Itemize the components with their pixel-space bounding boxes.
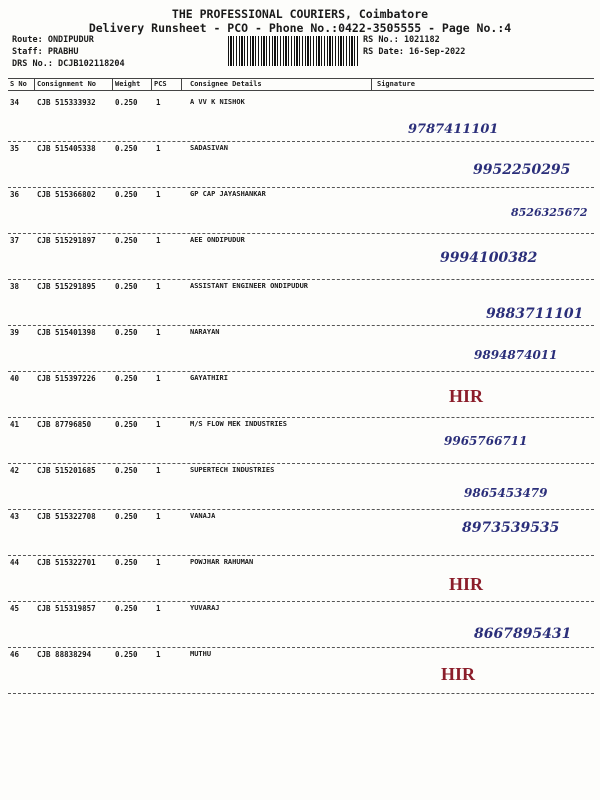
table-header	[8, 78, 594, 90]
row-sno: 39	[10, 328, 20, 337]
row-divider	[8, 693, 594, 694]
row-signature: 9965766711	[444, 434, 528, 448]
row-signature: 9865453479	[464, 486, 548, 500]
row-weight: 0.250	[115, 144, 138, 153]
table-row	[8, 372, 594, 418]
drs-number: DRS No.: DCJB102118204	[12, 59, 125, 69]
row-consignee: SUPERTECH INDUSTRIES	[190, 466, 275, 474]
row-consignment-no: CJB 515397226	[37, 374, 96, 383]
table-row	[8, 556, 594, 602]
row-signature: 9883711101	[486, 306, 584, 322]
row-signature: 9994100382	[440, 250, 538, 266]
row-weight: 0.250	[115, 374, 138, 383]
row-sno: 34	[10, 98, 20, 107]
row-sno: 38	[10, 282, 20, 291]
row-pcs: 1	[156, 236, 161, 245]
row-consignment-no: CJB 515405338	[37, 144, 96, 153]
header-weight: Weight	[115, 80, 141, 88]
col-divider	[151, 78, 152, 90]
row-weight: 0.250	[115, 650, 138, 659]
row-weight: 0.250	[115, 420, 138, 429]
table-row	[8, 96, 594, 142]
table-row	[8, 188, 594, 234]
row-weight: 0.250	[115, 328, 138, 337]
row-sno: 46	[10, 650, 20, 659]
row-consignee: NARAYAN	[190, 328, 220, 336]
row-pcs: 1	[156, 558, 161, 567]
row-sno: 41	[10, 420, 20, 429]
row-consignment-no: CJB 515401398	[37, 328, 96, 337]
row-weight: 0.250	[115, 558, 138, 567]
row-consignment-no: CJB 515366802	[37, 190, 96, 199]
row-pcs: 1	[156, 512, 161, 521]
row-pcs: 1	[156, 374, 161, 383]
row-consignee: MUTHU	[190, 650, 212, 658]
row-weight: 0.250	[115, 512, 138, 521]
rs-date: RS Date: 16-Sep-2022	[363, 47, 466, 57]
table-row	[8, 648, 594, 694]
table-row	[8, 602, 594, 648]
table-row	[8, 234, 594, 280]
company-title: THE PROFESSIONAL COURIERS, Coimbatore	[171, 7, 429, 21]
route-label: Route: ONDIPUDUR	[12, 35, 94, 45]
row-signature: 9894874011	[474, 348, 558, 362]
row-consignment-no: CJB 515201685	[37, 466, 96, 475]
row-sno: 40	[10, 374, 20, 383]
row-pcs: 1	[156, 650, 161, 659]
header-signature: Signature	[377, 80, 415, 88]
table-row	[8, 418, 594, 464]
row-sno: 35	[10, 144, 20, 153]
row-weight: 0.250	[115, 466, 138, 475]
row-consignee: M/S FLOW MEK INDUSTRIES	[190, 420, 287, 428]
row-pcs: 1	[156, 604, 161, 613]
row-consignment-no: CJB 515319857	[37, 604, 96, 613]
row-pcs: 1	[156, 190, 161, 199]
table-row	[8, 510, 594, 556]
table-header-border	[8, 90, 594, 91]
row-consignee: VANAJA	[190, 512, 216, 520]
row-sno: 36	[10, 190, 20, 199]
col-divider	[371, 78, 372, 90]
row-weight: 0.250	[115, 282, 138, 291]
row-consignment-no: CJB 515333932	[37, 98, 96, 107]
row-consignee: POWJHAR RAHUMAN	[190, 558, 254, 566]
row-signature: 8526325672	[511, 206, 588, 219]
row-consignee: SADASIVAN	[190, 144, 228, 152]
row-weight: 0.250	[115, 190, 138, 199]
row-consignee: A VV K NISHOK	[190, 98, 245, 106]
row-weight: 0.250	[115, 98, 138, 107]
row-sno: 44	[10, 558, 20, 567]
row-consignment-no: CJB 87796850	[37, 420, 92, 429]
row-signature: 9952250295	[473, 162, 571, 178]
row-consignment-no: CJB 88838294	[37, 650, 92, 659]
row-weight: 0.250	[115, 236, 138, 245]
row-sno: 37	[10, 236, 20, 245]
row-sno: 42	[10, 466, 20, 475]
row-sno: 45	[10, 604, 20, 613]
row-consignee: GP CAP JAYASHANKAR	[190, 190, 266, 198]
route-info	[12, 34, 125, 70]
header-sno: S No	[10, 80, 27, 88]
table-row	[8, 280, 594, 326]
col-divider	[181, 78, 182, 90]
table-row	[8, 326, 594, 372]
row-consignment-no: CJB 515291897	[37, 236, 96, 245]
header-consignment-no: Consignment No	[37, 80, 97, 88]
header-pcs: PCS	[154, 80, 167, 88]
col-divider	[112, 78, 113, 90]
row-sno: 43	[10, 512, 20, 521]
row-consignee: GAYATHIRI	[190, 374, 228, 382]
row-signature: 8667895431	[474, 626, 572, 642]
row-signature: 9787411101	[408, 122, 499, 137]
row-consignee: AEE ONDIPUDUR	[190, 236, 245, 244]
row-pcs: 1	[156, 466, 161, 475]
row-consignee: ASSISTANT ENGINEER ONDIPUDUR	[190, 282, 309, 290]
row-signature: HIR	[449, 386, 484, 406]
header-consignee: Consignee Details	[190, 80, 262, 88]
runsheet-subtitle: Delivery Runsheet - PCO - Phone No.:0422-3505555 - Page No.:4	[88, 21, 512, 35]
row-consignee: YUVARAJ	[190, 604, 220, 612]
row-pcs: 1	[156, 98, 161, 107]
staff-label: Staff: PRABHU	[12, 47, 79, 57]
table-row	[8, 142, 594, 188]
col-divider	[34, 78, 35, 90]
row-consignment-no: CJB 515322708	[37, 512, 96, 521]
row-consignment-no: CJB 515322701	[37, 558, 96, 567]
row-signature: 8973539535	[462, 520, 560, 536]
row-pcs: 1	[156, 144, 161, 153]
row-weight: 0.250	[115, 604, 138, 613]
table-row	[8, 464, 594, 510]
rs-number: RS No.: 1021182	[363, 35, 440, 45]
row-signature: HIR	[449, 574, 484, 594]
row-signature: HIR	[441, 664, 476, 684]
barcode	[228, 36, 358, 66]
row-consignment-no: CJB 515291895	[37, 282, 96, 291]
row-pcs: 1	[156, 282, 161, 291]
rs-info	[363, 34, 465, 58]
row-pcs: 1	[156, 328, 161, 337]
row-pcs: 1	[156, 420, 161, 429]
